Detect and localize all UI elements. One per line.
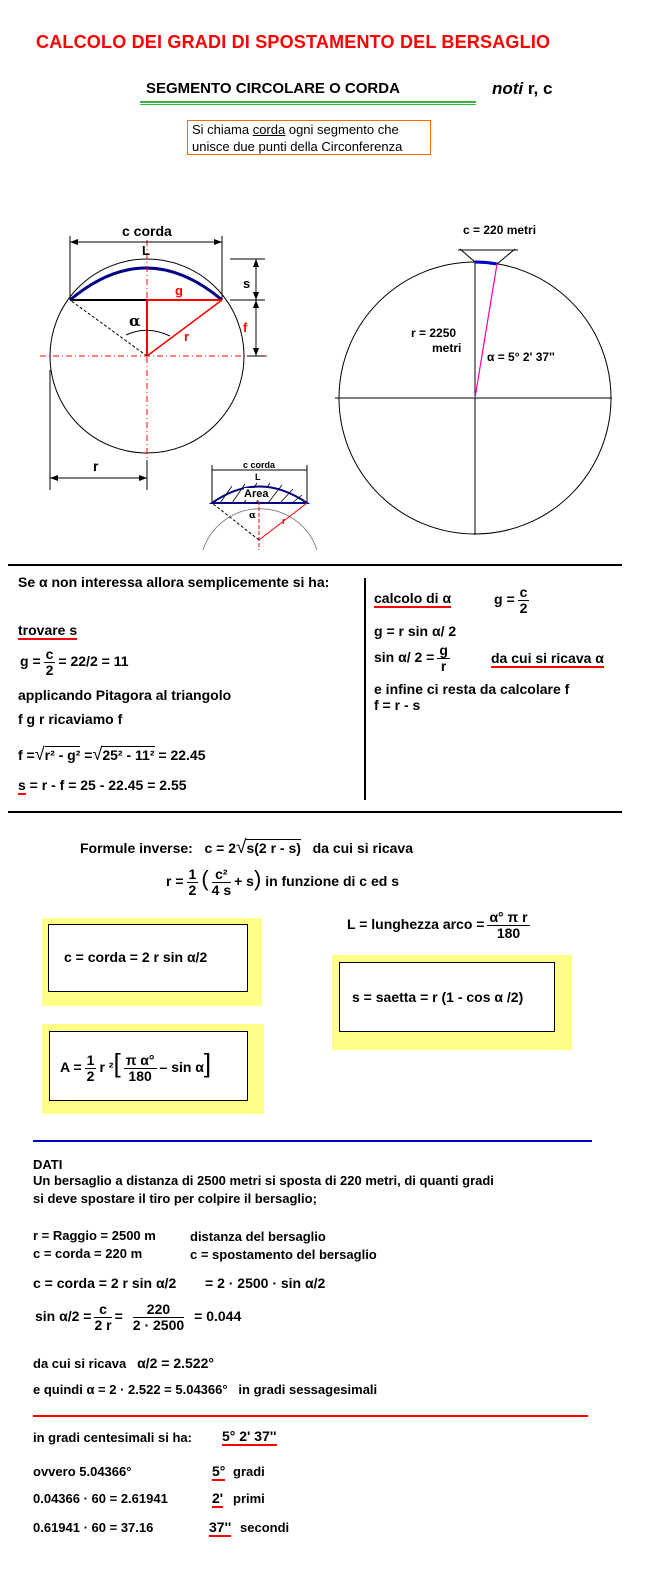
label-g: g [175, 283, 183, 298]
area-box [49, 1031, 248, 1101]
dati-corda-rhs: = 2 · 2500 · sin α/2 [205, 1275, 326, 1291]
right-circle-diagram [335, 249, 612, 535]
conv-row-3-unit: secondi [240, 1520, 290, 1535]
g-sin-formula: g = r sin α/ 2 [374, 623, 457, 639]
dati-problem-2: si deve spostare il tiro per colpire il bersaglio; [33, 1191, 317, 1206]
dati-c-desc: c = spostamento del bersaglio [190, 1247, 377, 1262]
g-formula-left: g = $\frac{c}{2}$ = 22/2 = 11 [20, 646, 129, 678]
dati-problem-1: Un bersaglio a distanza di 2500 metri si sposta di 220 metri, di quanti gradi [33, 1173, 494, 1188]
label-s: s [243, 276, 251, 291]
label-c-corda: c corda [122, 223, 172, 239]
saetta-formula: s = saetta = r (1 - cos α /2) [352, 989, 524, 1005]
s-formula: s = r - f = 25 - 22.45 = 2.55 [18, 777, 187, 793]
intro-text: Se α non interessa allora semplicemente si ha: [18, 574, 330, 590]
trovare-s: trovare s [18, 622, 78, 638]
conv-row-1-val: 5° [212, 1463, 226, 1479]
dati-sin-eq: sin α/2 = $\frac{c}{2 r}$ = $\frac{220}{2 \cdot 2500}$ = 0.044 [35, 1301, 242, 1333]
formule-c: Formule inverse: c = 2√s(2 r - s) da cui si ricava [80, 837, 414, 858]
dati-c-def: c = corda = 220 m [33, 1246, 143, 1261]
conv-row-2-unit: primi [233, 1491, 265, 1506]
label-r-bottom: r [93, 458, 99, 474]
calcolo-alpha: calcolo di α [374, 590, 452, 606]
subtitle: SEGMENTO CIRCOLARE O CORDA [146, 80, 400, 97]
area-formula: A = $\frac{1}{2}$ r ²[ $\frac{\text{π α°}}{180}$ – sin α] [60, 1048, 212, 1084]
small-label-area: Area [244, 488, 269, 500]
label-f: f [243, 320, 248, 335]
conv-row-2-val: 2' [212, 1490, 224, 1506]
da-cui-ricava: da cui si ricava α [491, 650, 604, 666]
fgr-text: f g r ricaviamo f [18, 711, 123, 727]
dati-ricava: da cui si ricava α/2 = 2.522° [33, 1355, 214, 1371]
small-label-alpha: α [249, 511, 256, 521]
small-label-r: r [282, 516, 286, 526]
f-eq-right: f = r - s [374, 697, 421, 713]
page-title: CALCOLO DEI GRADI DI SPOSTAMENTO DEL BERSAGLIO [36, 32, 551, 52]
corda-box [48, 924, 248, 992]
dati-r-def: r = Raggio = 2500 m [33, 1228, 156, 1243]
dati-r-desc: distanza del bersaglio [190, 1229, 326, 1244]
dati-quindi: e quindi α = 2 · 2.522 = 5.04366° in gradi sessagesimali [33, 1382, 378, 1397]
conv-row-3-lhs: 0.61941 · 60 = 37.16 [33, 1520, 154, 1535]
label-r-2250: r = 2250 [411, 326, 457, 340]
label-alpha: α [129, 312, 141, 330]
label-r: r [184, 329, 190, 344]
formule-r: r = $\frac{1}{2}$ ( $\frac{\text{c²}}{4 s}$ + s) in funzione di c ed s [166, 865, 399, 898]
left-circle-diagram [40, 236, 270, 490]
conv-row-3-val: 37'' [209, 1519, 232, 1535]
known-variables: noti r, c [492, 79, 553, 98]
label-r-unit: metri [432, 341, 462, 355]
sin-formula: sin α/ 2 = $\frac{g}{r}$ [374, 642, 448, 674]
pitagora-text: applicando Pitagora al triangolo [18, 687, 232, 703]
dati-corda-eq: c = corda = 2 r sin α/2 [33, 1275, 177, 1291]
label-alpha-value: α = 5° 2' 37'' [487, 350, 555, 364]
saetta-box [339, 962, 555, 1032]
g-formula-right: g = $\frac{c}{2}$ [494, 584, 528, 616]
dati-heading: DATI [33, 1157, 63, 1172]
corda-formula: c = corda = 2 r sin α/2 [64, 949, 208, 965]
conv-row-2-lhs: 0.04366 · 60 = 2.61941 [33, 1491, 168, 1506]
formule-L: L = lunghezza arco = $\frac{\text{α° π r}}{180}$ [347, 909, 528, 941]
centesimali-label: in gradi centesimali si ha: [33, 1430, 192, 1445]
conv-row-1-unit: gradi [233, 1464, 265, 1479]
definition-box: Si chiama corda ogni segmento che unisce due punti della Circonferenza [187, 120, 431, 155]
infine-text: e infine ci resta da calcolare f [374, 681, 570, 697]
label-c-220: c = 220 metri [463, 223, 537, 237]
small-label-L: L [255, 472, 261, 482]
conv-row-1-lhs: ovvero 5.04366° [33, 1464, 132, 1479]
centesimali-result: 5° 2' 37'' [222, 1428, 277, 1444]
label-L: L [142, 243, 150, 258]
small-label-c-corda: c corda [243, 460, 276, 470]
f-formula: f =√r² - g² =√25² - 11² = 22.45 [18, 744, 206, 764]
